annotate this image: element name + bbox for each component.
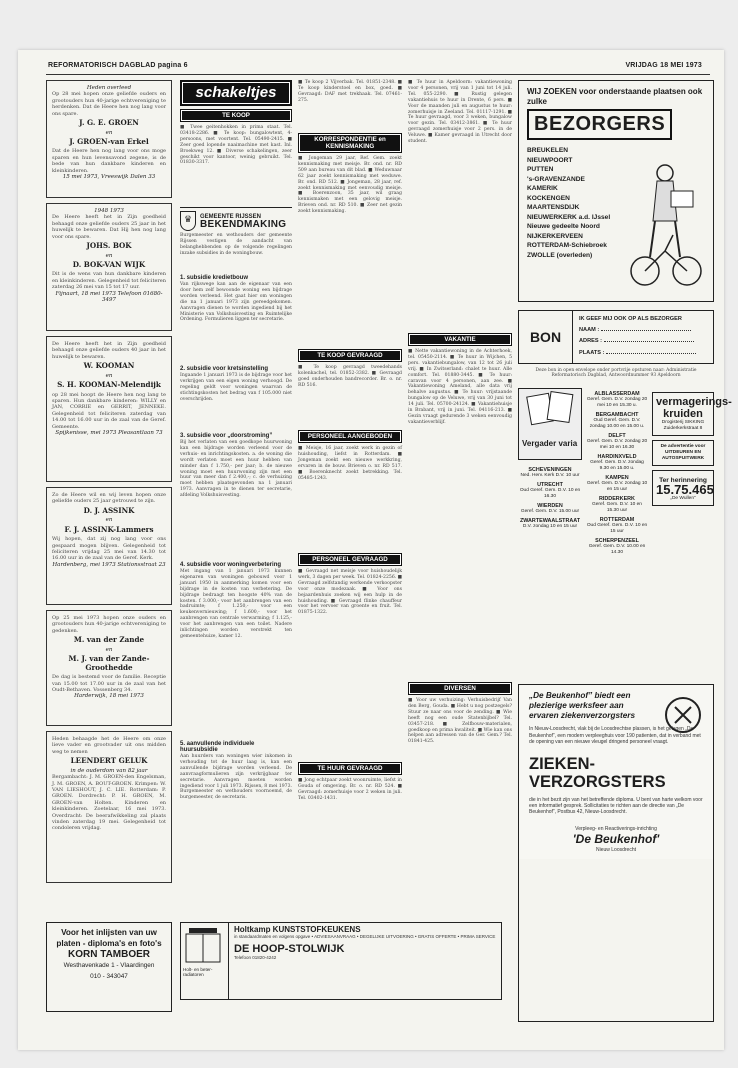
announcement-name: LEENDERT GELUK: [70, 756, 148, 766]
beukenhof-ad: „De Beukenhof” biedt een plezierige werksfeer aan ervaren ziekenverzorgsters In Nieuw-Loosdrecht, vlak bij de Loosdrechtse plassen, is het gelegen „De Beukenhof”, een modern verpleeghuis voor 190 patienten, dat in verband met de opening van een nieuwe vleugel dringend personeel vraagt. ZIEKEN-VERZORGSTERS die in het bezit zijn van het betreffende diploma. U bent van harte welkom voor een informatief gesprek. Sollicitaties te richten aan de directie van „De Beukenhof”, Postbus 42, Nieuw-Loosdrecht. Verpleeg- en Reactiverings-inrichting 'De Beukenhof' Nieuw Loosdrecht: [518, 684, 714, 1022]
city-field[interactable]: [606, 347, 696, 354]
announcement-footer: Fijnaart, 18 mei 1973 Telefoon 01680-3497: [55, 290, 163, 304]
section-heading: DIVERSEN: [408, 682, 512, 695]
address-field[interactable]: [604, 335, 694, 342]
newspaper-page: [18, 50, 732, 1050]
family-announcements-column: [46, 80, 172, 920]
beukenhof-headline: „De Beukenhof” biedt een plezierige werksfeer aan ervaren ziekenverzorgsters: [529, 691, 636, 720]
kruiden-ads-column: [652, 388, 732, 678]
header-rule: [46, 74, 710, 75]
paper-header-left: REFORMATORISCH DAGBLAD pagina 6: [48, 62, 188, 69]
calendar-icon: [519, 389, 581, 435]
section-heading: VAKANTIE: [408, 333, 512, 346]
herinnering-ad: Ter herinnering 15.75.465 „De Wullen”: [652, 470, 714, 506]
announcement-box: Zo de Heere wil en wij leven hopen onze geliefde ouders 25 jaar getrouwd te zijn. D. J. ASSINK en F. J. ASSINK-Lammers Wij hopen, dat zij nog lang voor ons gespaard mogen blijven. Gelegenheid tot feliciteren vrijdag 25 mei van 14.30 tot 16.00 uur in de zaal van de Geref. Kerk. Hardenberg, mei 1973 Stationsstraat 23: [46, 487, 172, 605]
announcement-name: J. GROEN-van Erkel: [69, 136, 149, 146]
beukenhof-logo-icon: [663, 695, 703, 735]
announcement-footer: Spijkenisse, mei 1973 Pleasantlaan 73: [55, 430, 163, 437]
holtkamp-location: DE HOOP-STOLWIJK: [234, 942, 345, 955]
schakeltjes-column: schakeltjes TE KOOP ■ Twee geitenhokken in prima staat. Tel. 03418-2286. ■ Te koop: bungalowtent, 4-persoons, met voortent. Tel. 05490-2415. ■ Zeer goed lopende naaimachine met kast. Inl. Broekweg 12. ■ Diverse schakelingen, zeer geschikt voor kantoor, weinig gebruikt. Tel. 01830-3317. ♛ GEMEENTE RIJSSEN BEKENDMAKING Burgemeester en wethouders der gemeente Rijssen vestigen de aandacht van belanghebbenden op de volgende regelingen inzake subsidies in de woningbouw. 1. subsidie kredietbouw Van rijkswege kan aan de eigenaar van een door hem zelf bewoonde woning een bijdrage worden verleend. Het gaat hier om woningen die na 1 januari 1973 zijn gereedgekomen. Aanvragen dienen te worden ingediend bij het Ministerie van Volkshuisvesting en Ruimtelijke Ordening. Formulieren liggen ter secretarie. 2. subsidie voor kretsinstelling Ingaande 1 januari 1973 is de bijdrage voor het verkrijgen van een eigen woning verhoogd. De regeling geldt voor woningen waarvan de stichtingskosten het bedrag van f 105.000 niet overschrijden. 3. subsidie voor „doorstroming” Bij het verlaten van een goedkope huurwoning kan een bijdrage worden verleend voor de verhuis- en inrichtingskosten. a. de woning die wordt verlaten moet een huur hebben van minder dan f 1.750,- per jaar; b. de nieuwe woning moet een huurwoning zijn met een huur van meer dan f 2.400,-; c. de verhuizing moet hebben plaatsgevonden na 1 januari 1973. Aanvragen in te dienen ter secretarie, afdeling Volkshuisvesting. 4. subsidie voor woningverbetering Met ingang van 1 januari 1973 kunnen eigenaren van woningen gebouwd voor 1 januari 1950 in aanmerking komen voor een bijdrage in de kosten van verbetering. De bijdrage bedraagt ten hoogste 40% van de kosten. f 3.000,- voor het aanbrengen van een badruimte; f 1.250,- voor een keukenvernieuwing; f 1.600,- voor het aanbrengen van centrale verwarming; f 1.125,- voor het aanbrengen van een toilet. Nadere inlichtingen worden verstrekt ten gemeentehuize, kamer 12. 5. aanvullende individuele huursubsidie Aan huurders van woningen wier inkomen in verhouding tot de huur laag is, kan een aanvullende bijdrage worden verleend. De aanvraagformulieren zijn verkrijgbaar ter secretarie. Aanvragen moeten worden ingediend voor 1 juli 1973. Rijssen, 8 mei 1973. Burgemeester en wethouders voornoemd, de burgemeester, de secretaris.: [180, 80, 292, 920]
announcement-name: F. J. ASSINK-Lammers: [64, 524, 154, 534]
announcement-name: M. van der Zande: [73, 635, 145, 645]
announcement-footer: Hardenberg, mei 1973 Stationsstraat 23: [52, 561, 166, 568]
subsection-title: 1. subsidie kredietbouw: [180, 275, 249, 281]
bon-label: BON: [519, 311, 573, 363]
announcement-box: Heden behaagde het de Heere om onze lieve vader en grootvader uit ons midden weg te nemen LEENDERT GELUK in de ouderdom van 82 jaar Bergambacht: J. M. GROEN-den Engelsman, J. M. GROEN, A. BOUT-GROEN. Krimpen: W. VAN LIESHOUT, J. C. LIE. Rotterdam: P. GROEN. Dordrecht: P. H. GROEN, M. GROEN-van Holten. Kinderen en kleinkinderen. Zoetelaar, 16 mei 1973. Overdracht: De beerafwikkeling zal plaats vinden zaterdag 19 mei. Gelegenheid tot condoleren vrijdag.: [46, 731, 172, 883]
announcement-footer: 15 mei 1973, Vreeswijk Dalen 33: [62, 174, 156, 181]
kruiden-ad: vermagerings-kruiden Drogisterij SIKKING Zuiderkerkstraat 8: [652, 392, 714, 436]
gemeente-rijssen-heading: ♛ GEMEENTE RIJSSEN BEKENDMAKING: [180, 207, 292, 231]
advertiser-name: KORN TAMBOER: [67, 949, 151, 960]
korn-tamboer-ad: Voor het inlijsten van uw platen - diploma's en foto's KORN TAMBOER Westhavenkade 1 - Vlaardingen 010 - 343047: [46, 922, 172, 1012]
classified-column-3: ■ Te koop 2 Vijverbak. Tel. 01851-2348. ■ Te koop kinderstoel en box, goed. ■ Gevraagd: DAF met trekhaak. Tel. 07461-275. KORRESPONDENTIE en KENNISMAKING ■ Jongeman 29 jaar, Ref. Gem. zoekt kennismaking met meisje. Br. ond. nr. RD 509 aan bureau van dit blad. ■ Weduwnaar 62 jaar zoekt kennismaking met weduwe. Br. ond. RD 512. ■ Jongeman, 28 jaar, ref. zoekt kennismaking met eenvoudig meisje. ■ Boerenzoon, 35 jaar, wil graag kennismaken met een gelovig meisje. Brieven ond. nr. RD 510. ■ Zeer net gezin zoekt kennismaking. TE KOOP GEVRAAGD ■ Te koop gevraagd tweedehands kolenkachel, tel. 01852-3382. ■ Gevraagd goed onderhouden bandrecorder. Br. o. nr. RD 516. PERSONEEL AANGEBODEN ■ Meisje, 16 jaar, zoekt werk in gezin of huishouding, liefst in Rotterdam. ■ Jongeman zoekt een nieuwe werkkring, ervaren in de bouw. Brieven o. nr. RD 517. ■ Boerenknecht zoekt betrekking. Tel. 05485-1243. PERSONEEL GEVRAAGD ■ Gevraagd net meisje voor huishoudelijk werk, 3 dagen per week. Tel. 01824-2256. ■ Gevraagd zelfstandig werkende verkoopster voor onze modezaak. ■ Voor ons bejaardenhuis zoeken wij een hulp in de huishouding. ■ Gevraagd flinke chauffeur voor het vervoer van groente en fruit. Tel. 01875-1322. TE HUUR GEVRAAGD ■ Jong echtpaar zoekt woonruimte, liefst in Gouda of omgeving. Br. o. nr. RD 524. ■ Gevraagd: zomerhuisje voor 2 weken in juli. Tel. 03402-1431.: [298, 80, 403, 801]
beukenhof-vacancy-title: ZIEKEN-VERZORGSTERS: [529, 755, 666, 791]
announcement-footer: Harderwijk, 18 mei 1973: [74, 693, 144, 700]
beukenhof-name: 'De Beukenhof': [572, 831, 660, 846]
newspaper-boy-illustration: [625, 161, 705, 291]
announcement-box: 1948 1973 De Heere heeft het in Zijn goedheid behaagd onze geliefde ouders 25 jaar in het huwelijk te bewaren. Dat Hij hen nog lang voor ons spare. JOHS. BOK en D. BOK-VAN WIJK Dit is de wens van hun dankbare kinderen en kleinkinderen. Gelegenheid tot feliciteren zaterdag 26 mei van 15 tot 17 uur. Fijnaart, 18 mei 1973 Telefoon 01680-3497: [46, 203, 172, 331]
announcement-name: D. BOK-VAN WIJK: [72, 259, 146, 269]
bezorgers-ad: WIJ ZOEKEN voor onderstaande plaatsen ook zulke BEZORGERS BREUKELEN NIEUWPOORT PUTTEN 's-GRAVENZANDE KAMERIK KOCKENGEN MAARTENSDIJK NIEUWERKERK a.d. IJssel Nieuwe gedeelte Noord NIJKERKERVEEN ROTTERDAM-Schiebroek ZWOLLE (overleden): [518, 80, 714, 302]
name-field[interactable]: [601, 324, 691, 331]
kitchen-cabinet-icon: [183, 926, 223, 966]
section-heading: PERSONEEL AANGEBODEN: [298, 430, 402, 443]
bon-instructions: Deze bon in open envelope onder portvrije opsturen naar: Administratie Reformatorisch Dagblad, Antwoordnummer 93 Apeldoorn: [535, 368, 697, 379]
paper-header-date: VRIJDAG 18 MEI 1973: [625, 62, 702, 69]
section-heading: KORRESPONDENTIE en KENNISMAKING: [298, 133, 402, 153]
municipal-crest-icon: ♛: [180, 211, 196, 231]
subsection-title: 4. subsidie voor woningverbetering: [180, 562, 282, 568]
phone-number: Telefoon 01820-4242: [234, 954, 277, 960]
section-heading: PERSONEEL GEVRAAGD: [298, 553, 402, 566]
announcement-name: M. J. van der Zande-Groothedde: [68, 654, 150, 672]
announcement-name: W. KOOMAN: [83, 361, 135, 371]
announcement-name: D. J. ASSINK: [83, 505, 135, 515]
classified-column-4: ■ Te huur in Apeldoorn: vakantiewoning voor 4 personen, vrij van 1 juni tot 14 juli. Tel. 055-2290. ■ Rustig gelegen vakantiehuis te huur in Drente, 6 pers. ■ Voor de maanden juli en augustus te huur: zomerhuisje in Zeeland. Tel. 01117-1291. ■ Te huur gevraagd, voor 3 weken, bungalow voor gezin. Tel. 03412-3861. ■ Te huur gevraagd zomerhuisje voor 2 pers. in de Veluwe. ■ Kamer gevraagd in Utrecht door student. VAKANTIE ■ Nette vakantiewoning in de Achterhoek, tel. 05450-2114. ■ Te huur in Wijchen, 5 pers. vakantiebungalow, van 12 tot 26 juli vrij. ■ In Zwitserland: chalet te huur. Alle comfort. Tel. 01880-3445. ■ Te huur: caravan voor 4 personen, aan zee. ■ Vakantiewoning Ameland, alle data vrij behalve augustus. ■ Te huur: vrijstaande bungalow op de Veluwe, vrij van 30 juni tot 14 juli. Tel. 05700-24124. ■ Vakantiehuisje in Brabant, vrij in juni. Tel. 04116-213. ■ Gezin vraagt gedurende 3 weken eenvoudig vakantieverblijf. DIVERSEN ■ Voor uw verhuizing: Verhuisbedrijf Van den Berg, Gouda. ■ Hebt u nog postzegels? Stuur ze naar ons voor de zending. ■ Wie heeft nog een oude Statenbijbel? Tel. 03457-218. ■ Zelfbouw-materialen, goedkoop en prima kwaliteit. ■ Wie kan ons helpen aan adressen van de Ger. Gem.? Tel. 01841-425.: [408, 80, 512, 745]
schakeltjes-banner: schakeltjes: [180, 80, 292, 106]
church-services-list-left: ALBLASSERDAM Geref. Gem. D.V. zondag 20 mei 10 en 15.30 u. BERGAMBACHT Oud Geref. Gem. D.V. zondag 10.00 en 15.00 u. DELFT Geref. Gem. D.V. zondag 20 mei 10 en 16.30 HARDINXVELD Geref. Gem. D.V. zondag 9.30 en 15.00 u. KAMPEN Geref. Gem. D.V. zondag 10 en 15 uur RIDDERKERK Geref. Gem. D.V. 10 en 15.30 uur ROTTERDAM Oud Geref. Gem. D.V. 10 en 15 uur SCHERPENZEEL Geref. Gem. D.V. 10.00 en 14.30: [586, 391, 648, 555]
holtkamp-ad: Holt- en beter-radiatoren Holtkamp KUNSTSTOFKEUKENS in standaardmaten en volgens opgave • ADVIESAANVRAAG • DEGELIJKE UITVOERING • GRATIS OFFERTE • PRIMA SERVICE DE HOOP-STOLWIJK Telefoon 01820-4242: [180, 922, 502, 1000]
announcement-name: S. H. KOOMAN-Melendijk: [57, 380, 161, 390]
bon-coupon: BON IK GEEF MIJ OOK OP ALS BEZORGER NAAM : ADRES : PLAATS :: [518, 310, 714, 364]
church-services-list-extra: SCHEVENINGEN Ned. Herv. Kerk D.V. 10 uur UTRECHT Oud Geref. Gem. D.V. 10 en 16.30 WIERDEN Geref. Gem. D.V. 15.00 uur ZWARTEWAALSTRAAT D.V. zondag 10 en 15 uur: [519, 467, 581, 529]
section-heading: TE KOOP GEVRAAGD: [298, 349, 402, 362]
announcement-box: De Heere heeft het in Zijn goedheid behaagd onze geliefde ouders 40 jaar in het huwelijk te bewaren. W. KOOMAN en S. H. KOOMAN-Melendijk op 28 mei hoopt de Heere hen nog lang te sparen. Hun dankbare kinderen: WILLY en JAN, CORRIE en GERRIT, JENNEKE. Gelegenheid tot feliciteren zaterdag van 14.00 tot 16.00 uur in de zaal van de Geref. Gemeente. Spijkenisse, mei 1973 Pleasantlaan 73: [46, 336, 172, 482]
holtkamp-title: Holtkamp KUNSTSTOFKEUKENS: [234, 925, 361, 934]
section-heading: TE HUUR GEVRAAGD: [298, 762, 402, 775]
subsection-title: 3. subsidie voor „doorstroming”: [180, 433, 273, 439]
autospuitwerk-ad: De advertentie voor UITDEUREN EN AUTOSPUITWERK: [652, 440, 714, 466]
subsection-title: 5. aanvullende individuele huursubsidie: [180, 741, 255, 753]
announcement-box: Op 25 mei 1973 hopen onze ouders en grootouders hun 40-jarige echtvereniging te gedenken. M. van der Zande en M. J. van der Zande-Groothedde De dag is bestemd voor de familie. Receptie van 15.00 tot 17.00 uur in de zaal van het Oudt-Bethaven. Vossenberg 34. Harderwijk, 18 mei 1973: [46, 610, 172, 726]
subsection-title: 2. subsidie voor kretsinstelling: [180, 366, 269, 372]
vergader-varia-logo: Vergader varia: [518, 388, 582, 460]
bezorgers-title: BEZORGERS: [527, 109, 672, 140]
places-list: BREUKELEN NIEUWPOORT PUTTEN 's-GRAVENZANDE KAMERIK KOCKENGEN MAARTENSDIJK NIEUWERKERK a.d. IJssel Nieuwe gedeelte Noord NIJKERKERVEEN ROTTERDAM-Schiebroek ZWOLLE (overleden): [527, 147, 611, 259]
phone-number: 010 - 343047: [90, 973, 128, 980]
announcement-name: JOHS. BOK: [86, 241, 132, 251]
announcement-box: Heden overleed Op 28 mei hopen onze geliefde ouders en grootouders hun 40-jarige echtvereniging te herdenken. Dat de Heere hen nog lang voor ons spare. J. G. E. GROEN en J. GROEN-van Erkel Dat de Heere hen nog lang voor ons moge sparen en hun levensavond zegene, is de bede van hun dankbare kinderen en kleinkinderen. 15 mei 1973, Vreeswijk Dalen 33: [46, 80, 172, 198]
announcement-name: J. G. E. GROEN: [79, 118, 139, 128]
section-heading: TE KOOP: [180, 109, 292, 122]
